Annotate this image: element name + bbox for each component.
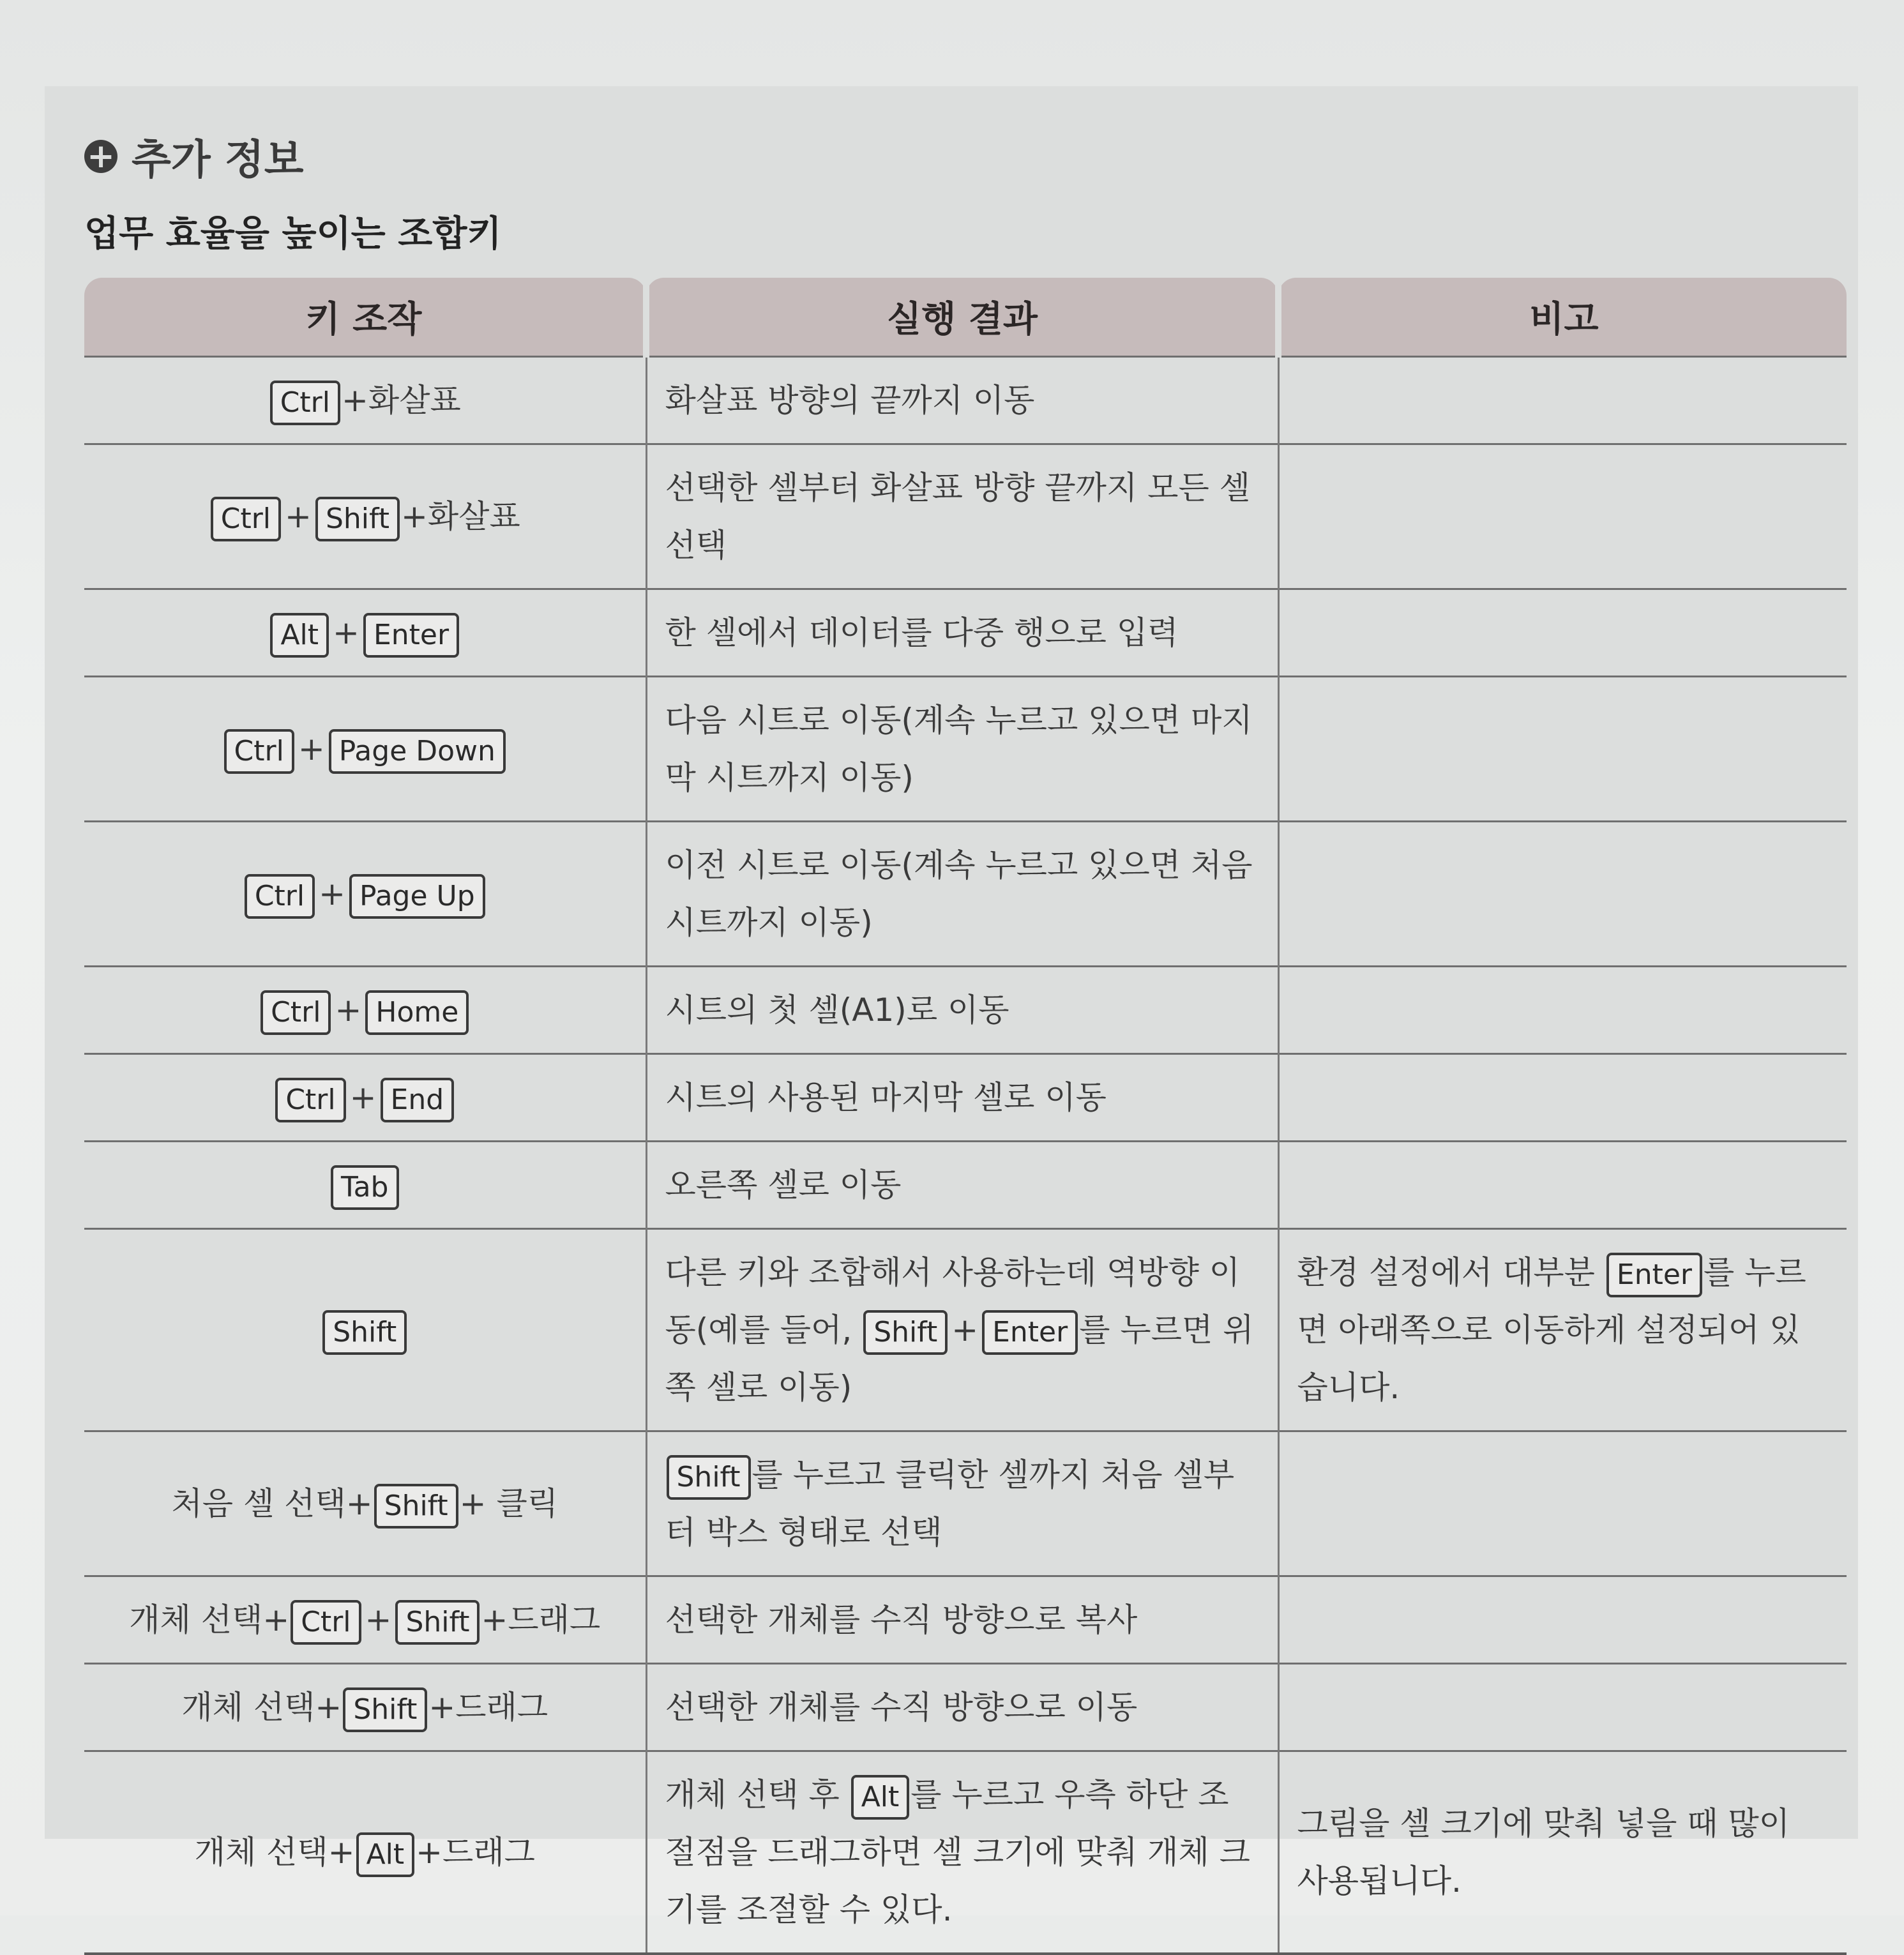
keycap: Shift (315, 497, 400, 541)
note-cell (1278, 1054, 1847, 1142)
note-cell (1278, 967, 1847, 1054)
keycap: Shift (322, 1310, 407, 1355)
keycap: Ctrl (211, 497, 281, 541)
info-panel (45, 86, 1858, 1928)
table-row (84, 1229, 1847, 1431)
table-row (84, 967, 1847, 1054)
note-cell (1278, 1142, 1847, 1229)
keycap: Ctrl (291, 1600, 361, 1645)
note-cell (1278, 1664, 1847, 1751)
keycap: Alt (356, 1832, 415, 1877)
keycap: Shift (343, 1687, 427, 1732)
result-cell: 오른쪽 셀로 이동 (646, 1142, 1278, 1229)
table-row (84, 1054, 1847, 1142)
note-cell (1278, 677, 1847, 822)
plus-sign: + (365, 1601, 392, 1638)
result-text: 를 누르고 우측 하단 조절점을 드래그하면 셀 크기에 맞춰 개체 크기를 조절할 수 있다. (665, 1776, 1250, 1928)
note-cell: 그림을 셀 크기에 맞춰 넣을 때 많이 사용됩니다. (1278, 1751, 1847, 1954)
key-suffix: +화살표 (342, 382, 461, 419)
table-body (84, 357, 1847, 1954)
key-cell (84, 589, 646, 677)
table-row (84, 1142, 1847, 1229)
result-cell: 선택한 개체를 수직 방향으로 이동 (646, 1664, 1278, 1751)
note-text: 환경 설정에서 대부분 (1297, 1254, 1605, 1291)
key-cell (84, 1142, 646, 1229)
note-cell (1278, 822, 1847, 967)
result-cell: 화살표 방향의 끝까지 이동 (646, 357, 1278, 444)
note-cell (1278, 1229, 1847, 1431)
key-cell (84, 967, 646, 1054)
result-cell (646, 1751, 1278, 1954)
keycap: Home (365, 990, 469, 1035)
key-prefix: 개체 선택+ (194, 1834, 355, 1871)
result-cell: 시트의 사용된 마지막 셀로 이동 (646, 1054, 1278, 1142)
note-cell (1278, 1431, 1847, 1576)
keycap: Shift (667, 1455, 751, 1500)
note-cell (1278, 444, 1847, 589)
key-cell (84, 1751, 646, 1954)
result-cell: 다음 시트로 이동(계속 누르고 있으면 마지막 시트까지 이동) (646, 677, 1278, 822)
key-suffix: +드래그 (416, 1834, 535, 1871)
result-cell: 이전 시트로 이동(계속 누르고 있으면 처음 시트까지 이동) (646, 822, 1278, 967)
note-text: 를 누르면 아래쪽으로 이동하게 설정되어 있습니다. (1297, 1254, 1806, 1406)
key-cell (84, 1229, 646, 1431)
keycap: Enter (363, 613, 459, 658)
keycap: Ctrl (270, 381, 340, 425)
key-prefix: 개체 선택+ (129, 1601, 290, 1638)
keycap: Alt (851, 1775, 910, 1820)
result-cell: 시트의 첫 셀(A1)로 이동 (646, 967, 1278, 1054)
result-cell (646, 1431, 1278, 1576)
keycap: Ctrl (275, 1078, 345, 1122)
result-text: 다른 키와 조합해서 사용하는데 역방향 이동(예를 들어, (665, 1254, 1241, 1348)
keycap: Page Down (329, 729, 506, 774)
keycap: Shift (374, 1484, 458, 1529)
plus-sign: + (319, 875, 346, 912)
note-cell (1278, 589, 1847, 677)
keycap: Tab (331, 1165, 399, 1210)
header-note: 비고 (1278, 278, 1847, 357)
result-cell: 선택한 개체를 수직 방향으로 복사 (646, 1576, 1278, 1664)
key-suffix: +화살표 (400, 498, 520, 535)
key-suffix: +드래그 (428, 1689, 548, 1726)
plus-sign: + (335, 992, 362, 1029)
key-cell (84, 1664, 646, 1751)
result-cell: 선택한 셀부터 화살표 방향 끝까지 모든 셀 선택 (646, 444, 1278, 589)
result-cell (646, 1229, 1278, 1431)
table-row (84, 357, 1847, 444)
table-header-row (84, 278, 1847, 357)
keycap: Alt (270, 613, 329, 658)
table-row (84, 444, 1847, 589)
plus-circle-icon: + (84, 140, 117, 173)
table-row (84, 1664, 1847, 1751)
table-row (84, 1751, 1847, 1954)
header-key: 키 조작 (84, 278, 646, 357)
keycap: Enter (1606, 1253, 1702, 1297)
key-prefix: 개체 선택+ (181, 1689, 342, 1726)
key-suffix: + 클릭 (459, 1485, 559, 1522)
keycap: Enter (982, 1310, 1078, 1355)
keycap: Page Up (349, 874, 485, 919)
header-result: 실행 결과 (646, 278, 1278, 357)
result-cell: 한 셀에서 데이터를 다중 행으로 입력 (646, 589, 1278, 677)
key-cell (84, 357, 646, 444)
table-row (84, 589, 1847, 677)
key-cell (84, 444, 646, 589)
note-cell (1278, 357, 1847, 444)
note-cell (1278, 1576, 1847, 1664)
table-row (84, 822, 1847, 967)
key-prefix: 처음 셀 선택+ (171, 1485, 373, 1522)
key-suffix: +드래그 (481, 1601, 601, 1638)
keycap: Shift (863, 1310, 948, 1355)
plus-sign: + (298, 730, 325, 767)
keycap: End (381, 1078, 455, 1122)
section-heading (84, 125, 1847, 188)
keycap: Ctrl (261, 990, 331, 1035)
result-text: 개체 선택 후 (665, 1776, 850, 1813)
key-cell (84, 1576, 646, 1664)
key-cell (84, 1054, 646, 1142)
table-row (84, 1431, 1847, 1576)
table-row (84, 1576, 1847, 1664)
key-cell (84, 677, 646, 822)
plus-sign: + (285, 498, 312, 535)
key-cell (84, 822, 646, 967)
result-text: 를 누르면 위쪽 셀로 이동) (665, 1311, 1254, 1406)
keycap: Shift (395, 1600, 480, 1645)
plus-sign: + (349, 1079, 377, 1116)
plus-sign: + (951, 1311, 979, 1348)
plus-sign: + (333, 614, 359, 651)
keycap: Ctrl (224, 729, 294, 774)
result-text: 를 누르고 클릭한 셀까지 처음 셀부터 박스 형태로 선택 (665, 1456, 1235, 1551)
section-title: 추가 정보 (132, 137, 304, 184)
key-cell (84, 1431, 646, 1576)
table-row (84, 677, 1847, 822)
shortcut-table (84, 278, 1847, 1955)
page-subtitle: 업무 효율을 높이는 조합키 (84, 213, 502, 255)
keycap: Ctrl (245, 874, 315, 919)
